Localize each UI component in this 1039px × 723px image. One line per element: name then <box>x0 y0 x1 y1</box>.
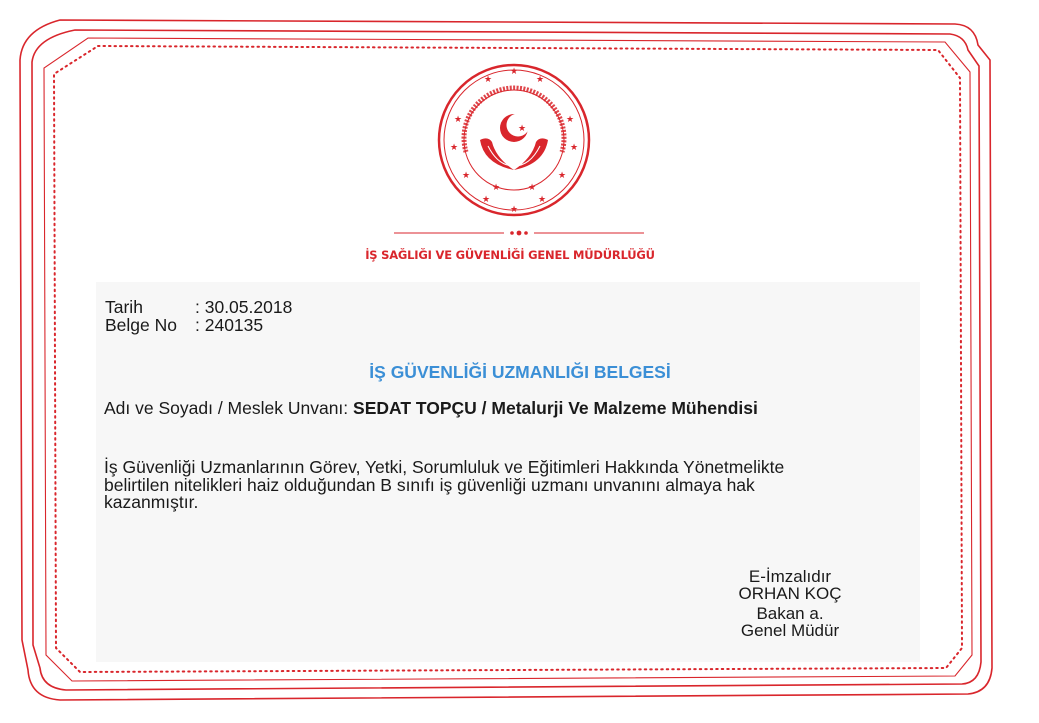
doc-no-row <box>105 316 292 334</box>
svg-text:★: ★ <box>483 75 493 85</box>
svg-text:★: ★ <box>491 183 501 193</box>
svg-text:★: ★ <box>509 205 519 215</box>
doc-no-label: Belge No <box>105 315 177 335</box>
certificate-body <box>104 459 884 512</box>
body-line: İş Güvenliği Uzmanlarının Görev, Yetki, Sorumluluk ve Eğitimleri Hakkında Yönetmelikte <box>104 457 785 477</box>
svg-text:★: ★ <box>449 143 459 153</box>
signatory-title: Genel Müdür <box>740 621 840 640</box>
e-signature-note: E-İmzalıdır <box>748 567 832 586</box>
date-value: : 30.05.2018 <box>195 297 293 317</box>
organization-name: İŞ SAĞLIĞI VE GÜVENLİĞİ GENEL MÜDÜRLÜĞÜ <box>365 248 655 262</box>
svg-text:★: ★ <box>509 67 519 77</box>
date-label: Tarih <box>105 297 143 317</box>
holder-name-line <box>104 398 758 419</box>
doc-no-value: : 240135 <box>195 315 264 335</box>
svg-text:★: ★ <box>517 124 527 134</box>
svg-text:★: ★ <box>481 195 491 205</box>
holder-name-value: SEDAT TOPÇU / Metalurji Ve Malzeme Mühendisi <box>353 398 758 418</box>
svg-text:★: ★ <box>557 171 567 181</box>
svg-text:★: ★ <box>453 115 463 125</box>
certificate-title: İŞ GÜVENLİĞİ UZMANLIĞI BELGESİ <box>369 362 671 382</box>
document-meta <box>105 298 292 334</box>
ornament-divider <box>394 226 644 240</box>
svg-text:★: ★ <box>527 183 537 193</box>
svg-text:★: ★ <box>461 171 471 181</box>
signatory-name: ORHAN KOÇ <box>738 584 842 603</box>
body-line: belirtilen nitelikleri haiz olduğundan B sınıfı iş güvenliği uzmanı unvanını almaya hak <box>104 474 755 495</box>
date-row <box>105 298 292 316</box>
svg-text:★: ★ <box>565 115 575 125</box>
svg-text:★: ★ <box>535 75 545 85</box>
signatory-capacity: Bakan a. <box>756 604 824 623</box>
body-line: kazanmıştır. <box>104 492 199 512</box>
signature-block <box>690 568 890 639</box>
svg-text:★: ★ <box>537 195 547 205</box>
holder-name-label: Adı ve Soyadı / Meslek Unvanı: <box>104 398 354 418</box>
svg-text:★: ★ <box>569 143 579 153</box>
ministry-seal-icon <box>436 62 592 218</box>
